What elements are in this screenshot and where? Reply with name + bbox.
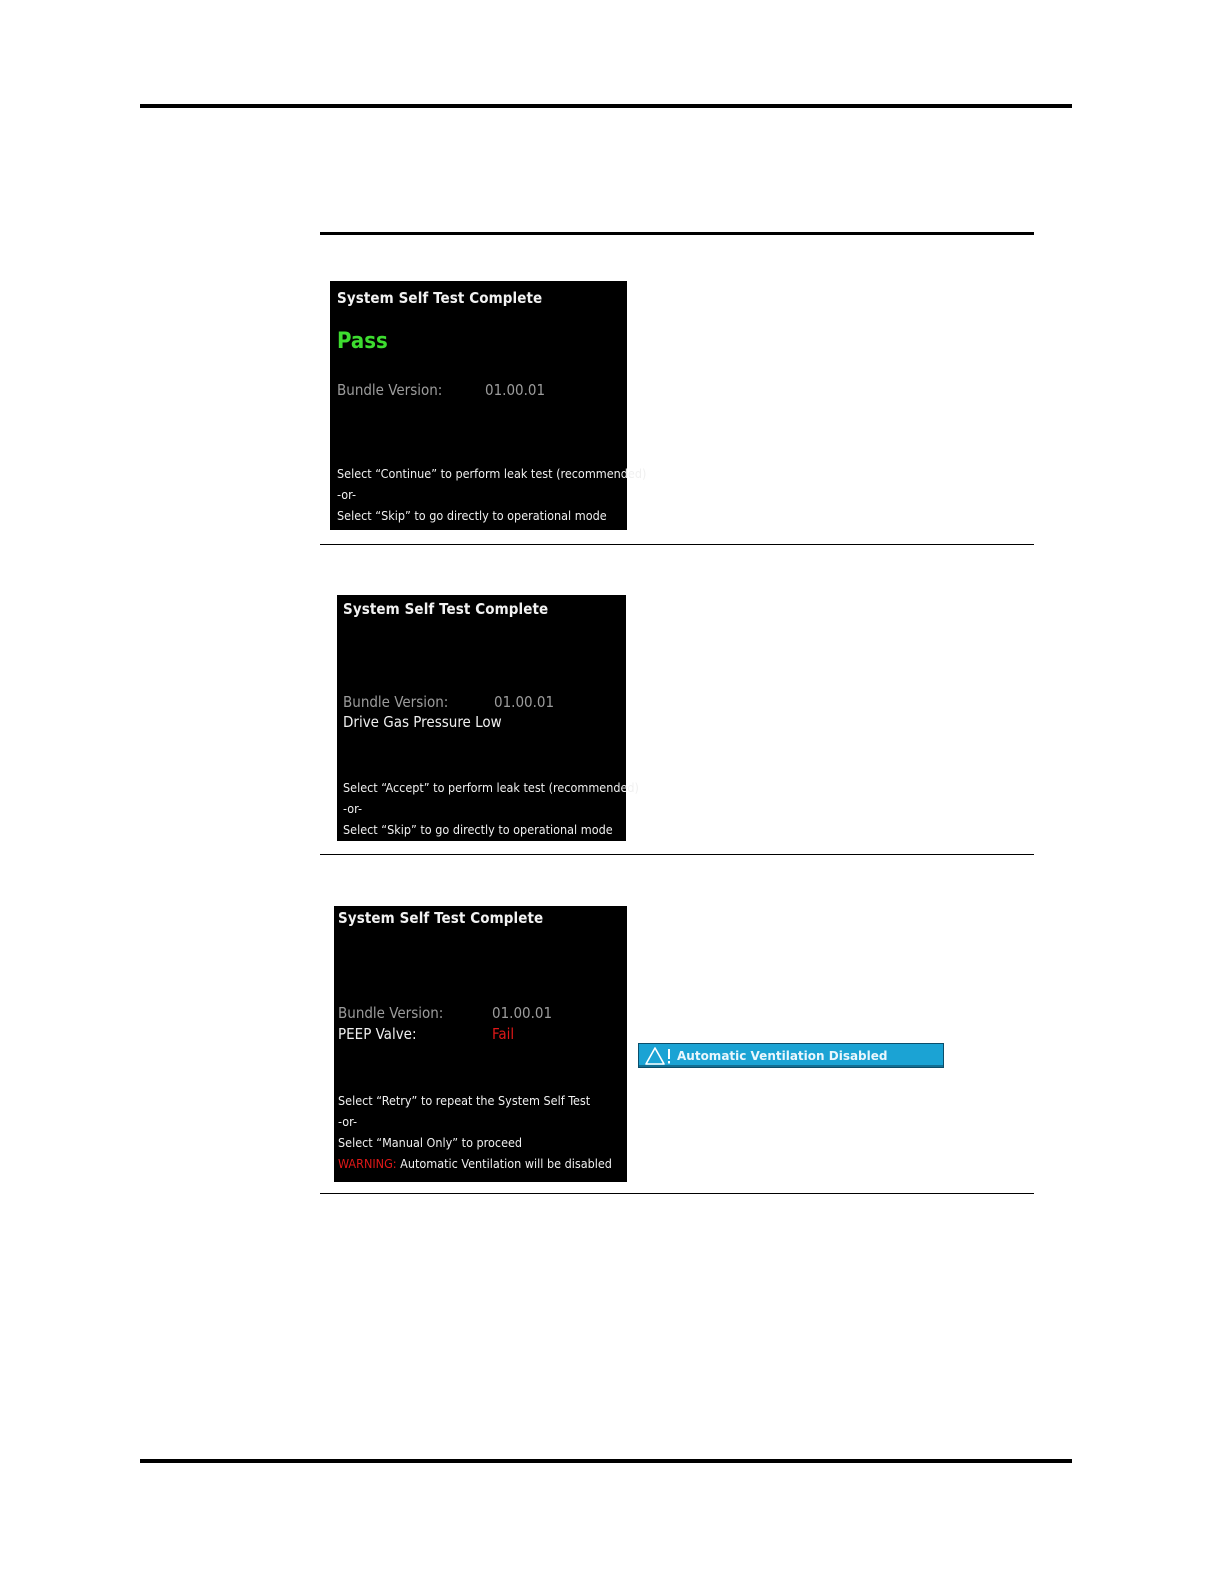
peep-valve-label: PEEP Valve: bbox=[338, 1025, 417, 1043]
bundle-version-label: Bundle Version: bbox=[338, 1004, 444, 1022]
warning-text: Automatic Ventilation will be disabled bbox=[396, 1156, 612, 1171]
drive-gas-message: Drive Gas Pressure Low bbox=[343, 713, 502, 731]
table-row-divider bbox=[320, 1193, 1034, 1194]
self-test-pass-screen bbox=[330, 281, 647, 530]
screen-title: System Self Test Complete bbox=[338, 909, 544, 927]
instruction-skip: Select “Skip” to go directly to operational mode bbox=[343, 822, 613, 837]
header-rule bbox=[140, 104, 1072, 108]
instruction-or: -or- bbox=[338, 1114, 358, 1129]
pass-result: Pass bbox=[337, 329, 388, 354]
banner-text: Automatic Ventilation Disabled bbox=[677, 1048, 888, 1063]
self-test-peep-fail-screen bbox=[334, 906, 627, 1182]
instruction-continue: Select “Continue” to perform leak test (recommended) bbox=[337, 466, 647, 481]
bundle-version-label: Bundle Version: bbox=[343, 693, 449, 711]
bundle-version-value: 01.00.01 bbox=[492, 1004, 553, 1022]
warning-label: WARNING: bbox=[338, 1156, 397, 1171]
instruction-manual-only: Select “Manual Only” to proceed bbox=[338, 1135, 523, 1150]
screen-title: System Self Test Complete bbox=[337, 289, 543, 307]
warning-triangle-icon bbox=[645, 1046, 671, 1066]
screen-title: System Self Test Complete bbox=[343, 600, 549, 618]
warning-line bbox=[338, 1156, 612, 1171]
footer-rule bbox=[140, 1459, 1072, 1463]
peep-valve-fail-value: Fail bbox=[492, 1025, 515, 1043]
instruction-skip: Select “Skip” to go directly to operational mode bbox=[337, 508, 607, 523]
instruction-accept: Select “Accept” to perform leak test (recommended) bbox=[343, 780, 639, 795]
table-row-divider bbox=[320, 854, 1034, 855]
instruction-or: -or- bbox=[337, 487, 357, 502]
instruction-retry: Select “Retry” to repeat the System Self Test bbox=[338, 1093, 591, 1108]
bundle-version-value: 01.00.01 bbox=[494, 693, 555, 711]
self-test-drive-gas-screen bbox=[337, 595, 639, 841]
bundle-version-label: Bundle Version: bbox=[337, 381, 443, 399]
instruction-or: -or- bbox=[343, 801, 363, 816]
table-row-divider bbox=[320, 544, 1034, 545]
table-top-rule bbox=[320, 232, 1034, 235]
bundle-version-value: 01.00.01 bbox=[485, 381, 546, 399]
automatic-ventilation-disabled-banner bbox=[638, 1043, 944, 1068]
